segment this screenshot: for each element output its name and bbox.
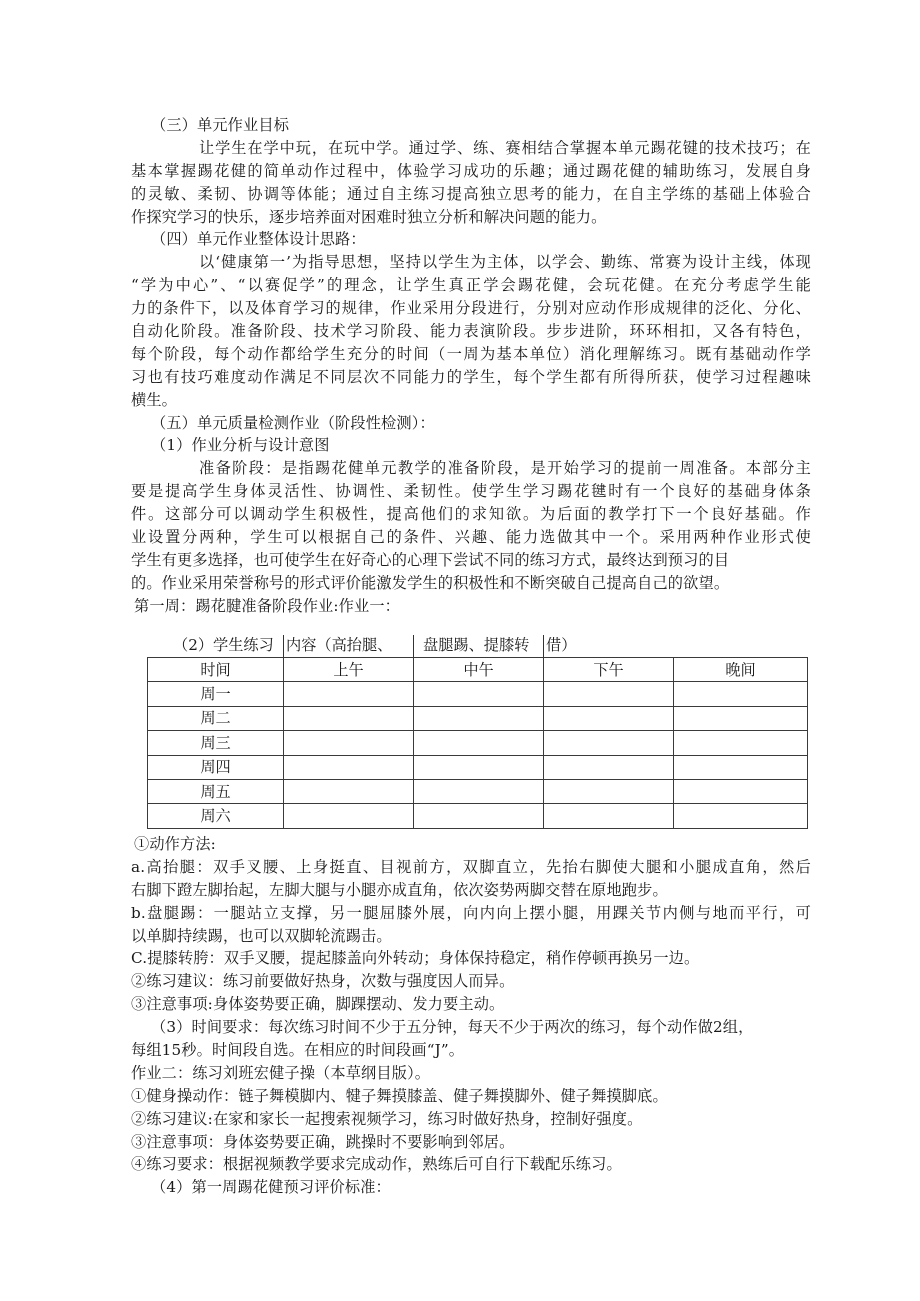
schedule-cell[interactable] [414,755,544,779]
method-heading: ①动作方法: [134,835,216,853]
homework-2-item: ④练习要求：根据视频教学要求完成动作，熟练后可自行下载配乐练习。 [131,1155,622,1174]
divider [543,635,544,657]
divider [413,635,414,657]
schedule-cell[interactable] [414,804,544,828]
table-row [148,682,808,706]
day-cell: 周一 [148,682,284,706]
schedule-table [147,657,808,829]
schedule-cell[interactable] [284,731,414,755]
table-row [148,779,808,803]
table-row [148,731,808,755]
header-cell-time: 时间 [148,658,284,682]
week1-homework-line: 第一周：踢花腱准备阶段作业:作业一： [134,596,401,615]
header-cell-evening: 晚间 [674,658,808,682]
time-requirement-line: （3）时间要求：每次练习时间不少于五分钟，每天不少于两次的练习，每个动作做2组， [151,1018,754,1037]
schedule-cell[interactable] [674,755,808,779]
section-3-text-line: 作探究学习的快乐，逐步培养面对困难时独立分析和解决问题的能力。 [131,207,607,226]
schedule-cell[interactable] [544,779,674,803]
schedule-cell[interactable] [674,682,808,706]
schedule-cell[interactable] [674,779,808,803]
schedule-cell[interactable] [284,706,414,730]
practice-content-row [147,633,807,657]
section-3-text-line: 的灵敏、柔韧、协调等体能；通过自主练习提高独立思考的能力，在自主学练的基础上体验合 [131,184,811,203]
section-4-text-line: 习也有技巧难度动作满足不同层次不同能力的学生，每个学生都有所得所获，使学习过程趣味 [131,367,811,386]
section-3-text-line: 基本掌握踢花健的简单动作过程中，体验学习成功的乐趣；通过踢花健的辅助练习，发展自身 [131,161,811,180]
homework-2-item: ②练习建议:在家和家长一起搜索视频学习，练习时做好热身，控制好强度。 [131,1109,643,1128]
practice-notes: ③注意事项:身体姿势要正确，脚踝摆动、发力要主动。 [131,995,505,1014]
schedule-cell[interactable] [544,731,674,755]
day-cell: 周三 [148,731,284,755]
section-5-heading: （五）单元质量检测作业（阶段性检测）： [151,413,435,432]
practice-content-part: 借） [546,636,577,654]
table-row [148,804,808,828]
section-4-text-line: 力的条件下，以及体育学习的规律，作业采用分段进行，分别对应动作形成规律的泛化、分化、 [131,299,811,318]
header-cell-noon: 中午 [414,658,544,682]
section-4-text-line: “学为中心”、“以赛促学”的理念，让学生真正学会踢花健，会玩花健。在充分考虑学生能 [131,276,811,295]
header-cell-morning: 上午 [284,658,414,682]
method-line: 以单脚持续踢，也可以双脚轮流踢击。 [131,926,392,945]
schedule-cell[interactable] [284,755,414,779]
section-3-text-line: 让学生在学中玩，在玩中学。通过学、练、赛相结合掌握本单元踢花键的技术技巧；在 [199,138,811,157]
table-header-row [148,658,808,682]
section-5-text-line: 业设置分两种，学生可以根据自己的条件、兴趣、能力选做其中一个。采用两种作业形式使 [131,528,811,547]
section-5-text-line: 学生有更多选择，也可使学生在好奇心的心理下尝试不同的练习方式，最终达到预习的目 [131,550,730,569]
table-row [148,755,808,779]
method-line: 右脚下蹬左脚抬起，左脚大腿与小腿亦成直角，依次姿势两脚交替在原地跑步。 [131,880,668,899]
section-4-text-line: 自动化阶段。准备阶段、技术学习阶段、能力表演阶段。步步进阶，环环相扣，又各有特色， [131,322,811,341]
method-line: b.盘腿踢：一腿站立支撑，另一腿屈膝外展，向内向上摆小腿，用踝关节内侧与地而平行，可 [131,903,811,922]
schedule-cell[interactable] [414,779,544,803]
table-row [148,706,808,730]
header-cell-afternoon: 下午 [544,658,674,682]
day-cell: 周二 [148,706,284,730]
practice-content-part: 内容（高抬腿、 [286,636,393,654]
method-line: C.提膝转胯：双手叉腰，提起膝盖向外转动；身体保持稳定，稍作停顿再换另一边。 [131,949,700,968]
schedule-cell[interactable] [544,706,674,730]
homework-2-title: 作业二：练习刘班宏健子操（本草纲目版）。 [131,1063,431,1082]
section-4-text-line: 每个阶段，每个动作都给学生充分的时间（一周为基本单位）消化理解练习。既有基础动作学 [131,344,811,363]
section-4-text-line: 以‘健康第一’为指导思想，坚持以学生为主体，以学会、勤练、常赛为设计主线，体现 [199,253,811,272]
section-5-sub1-heading: （1）作业分析与设计意图 [151,436,330,455]
practice-schedule [147,633,807,829]
divider [283,635,284,657]
schedule-cell[interactable] [284,682,414,706]
practice-label: （2）学生练习 [173,636,274,654]
practice-suggestion: ②练习建议：练习前要做好热身，次数与强度因人而异。 [131,972,515,991]
schedule-cell[interactable] [414,706,544,730]
schedule-cell[interactable] [674,731,808,755]
homework-2-item: ①健身操动作：链子舞模脚内、犍子舞摸膝盖、健子舞摸脚外、健子舞摸脚底。 [131,1086,668,1105]
schedule-cell[interactable] [544,804,674,828]
section-5-text-line: 的。作业采用荣誉称号的形式评价能激发学生的积极性和不断突破自己提高自己的欲望。 [131,573,730,592]
time-requirement-line: 每组15秒。时间段自选。在相应的时间段画“J”。 [131,1041,465,1060]
schedule-cell[interactable] [674,804,808,828]
schedule-cell[interactable] [544,755,674,779]
schedule-cell[interactable] [544,682,674,706]
schedule-cell[interactable] [674,706,808,730]
section-5-text-line: 准备阶段：是指踢花健单元教学的准备阶段，是开始学习的提前一周准备。本部分主 [199,459,811,478]
method-line: a.高抬腿：双手叉腰、上身挺直、目视前方，双脚直立，先抬右脚使大腿和小腿成直角，然后 [131,857,811,876]
homework-details [131,833,811,1199]
section-3-heading: （三）单元作业目标 [151,116,290,134]
section-5-text-line: 件。这部分可以调动学生积极性，提高他们的求知欲。为后面的教学打下一个良好基础。作 [131,505,811,524]
day-cell: 周四 [148,755,284,779]
schedule-cell[interactable] [414,731,544,755]
homework-2-item: ③注意事项：身体姿势要正确，跳操时不要影响到邻居。 [131,1132,515,1151]
section-4-text-line: 横生。 [131,390,178,409]
schedule-cell[interactable] [284,779,414,803]
section-4-heading: （四）单元作业整体设计思路： [151,230,366,249]
day-cell: 周六 [148,804,284,828]
practice-content-part: 盘腿踢、提膝转 [423,636,530,654]
schedule-cell[interactable] [414,682,544,706]
day-cell: 周五 [148,779,284,803]
evaluation-heading: （4）第一周踢花健预习评价标准： [151,1178,391,1197]
document-body [131,114,811,618]
schedule-cell[interactable] [284,804,414,828]
section-5-text-line: 要是提高学生身体灵活性、协调性、柔韧性。使学生学习踢花毽时有一个良好的基础身体条 [131,482,811,501]
